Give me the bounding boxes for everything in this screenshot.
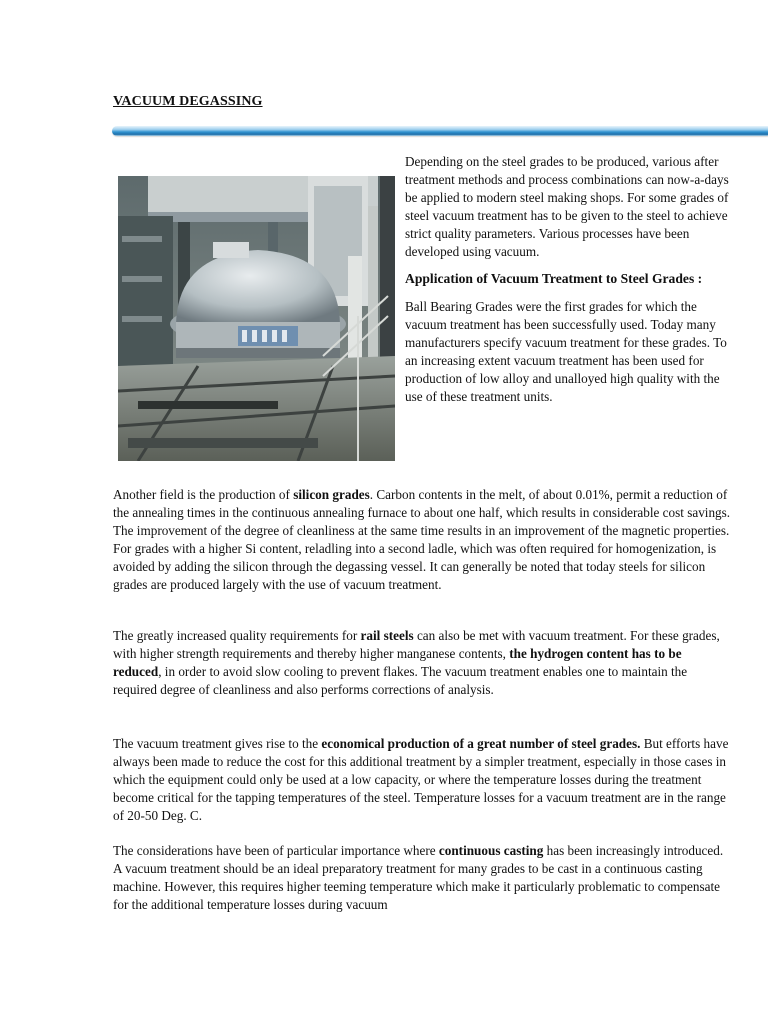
economical-production-paragraph — [113, 735, 733, 825]
vacuum-degasser-photo — [118, 176, 395, 461]
header-divider — [112, 126, 768, 136]
text-run: The vacuum treatment gives rise to the — [113, 736, 322, 751]
bold-text: rail steels — [360, 628, 414, 643]
page-title: VACUUM DEGASSING — [113, 94, 263, 109]
continuous-casting-paragraph — [113, 842, 733, 914]
bold-text: continuous casting — [438, 843, 544, 858]
text-run: The considerations have been of particular importance where — [113, 843, 439, 858]
text-run: , in order to avoid slow cooling to prevent flakes. The vacuum treatment enables one to maintain the required degree of cleanliness and also performs corrections of analysis. — [113, 664, 688, 697]
bold-text: economical production of a great number of steel grades. — [321, 736, 641, 751]
text-run: . Carbon contents in the melt, of about 0.01%, permit a reduction of the annealing times in the continuous annealing furnace to about one half, which results in considerable cost savings. The improvement of the degree of cleanliness at the same time results in an improvement of the magnetic properties. For grades with a higher Si content, reladling into a second ladle, which was often required for homogenization, is avoided by adding the silicon through the degassing vessel. It can generally be noted that today steels for silicon grades are produced largely with the use of vacuum treatment. — [113, 487, 731, 592]
text-run: has been increasingly introduced. A vacuum treatment should be an ideal preparatory treatment for many grades to be cast in a continuous casting machine. However, this requires higher teeming temperature which make it particularly problematic to compensate for the additional temperature losses during vacuum — [113, 843, 724, 912]
intro-paragraph: Depending on the steel grades to be produced, various after treatment methods and process combinations can now-a-days be applied to modern steel making shops. For some grades of steel vacuum treatment has to be given to the steel to achieve strict quality parameters. Various processes have been developed using vacuum. — [405, 154, 729, 259]
intro-column — [405, 153, 735, 406]
text-run: can also be met with vacuum treatment. For these grades, with higher strength requirements and thereby higher manganese contents, — [113, 628, 720, 661]
text-run: But efforts have always been made to reduce the cost for this additional treatment by a simpler treatment, especially in those cases in which the equipment could only be used at a low capacity, or where the temperature losses during the treatment become critical for the tapping temperatures of the steel. Temperature losses for a vacuum treatment are in the range of 20-50 Deg. C. — [113, 736, 729, 823]
text-run: The greatly increased quality requirements for — [113, 628, 361, 643]
silicon-grades-paragraph — [113, 486, 733, 594]
rail-steels-paragraph — [113, 627, 733, 699]
degasser-photo-illustration — [118, 176, 395, 461]
bold-text: silicon grades — [293, 487, 370, 502]
text-run: Another field is the production of — [113, 487, 294, 502]
bold-text: the hydrogen content has to be reduced — [113, 646, 682, 679]
ball-bearing-paragraph: Ball Bearing Grades were the first grades for which the vacuum treatment has been successfully used. Today many manufacturers specify vacuum treatment for these grades. To an increasing extent vacuum treatment has been used for production of low alloy and unalloyed high quality with the use of these treatment units. — [405, 299, 727, 404]
section-subheading: Application of Vacuum Treatment to Steel Grades : — [405, 271, 703, 286]
